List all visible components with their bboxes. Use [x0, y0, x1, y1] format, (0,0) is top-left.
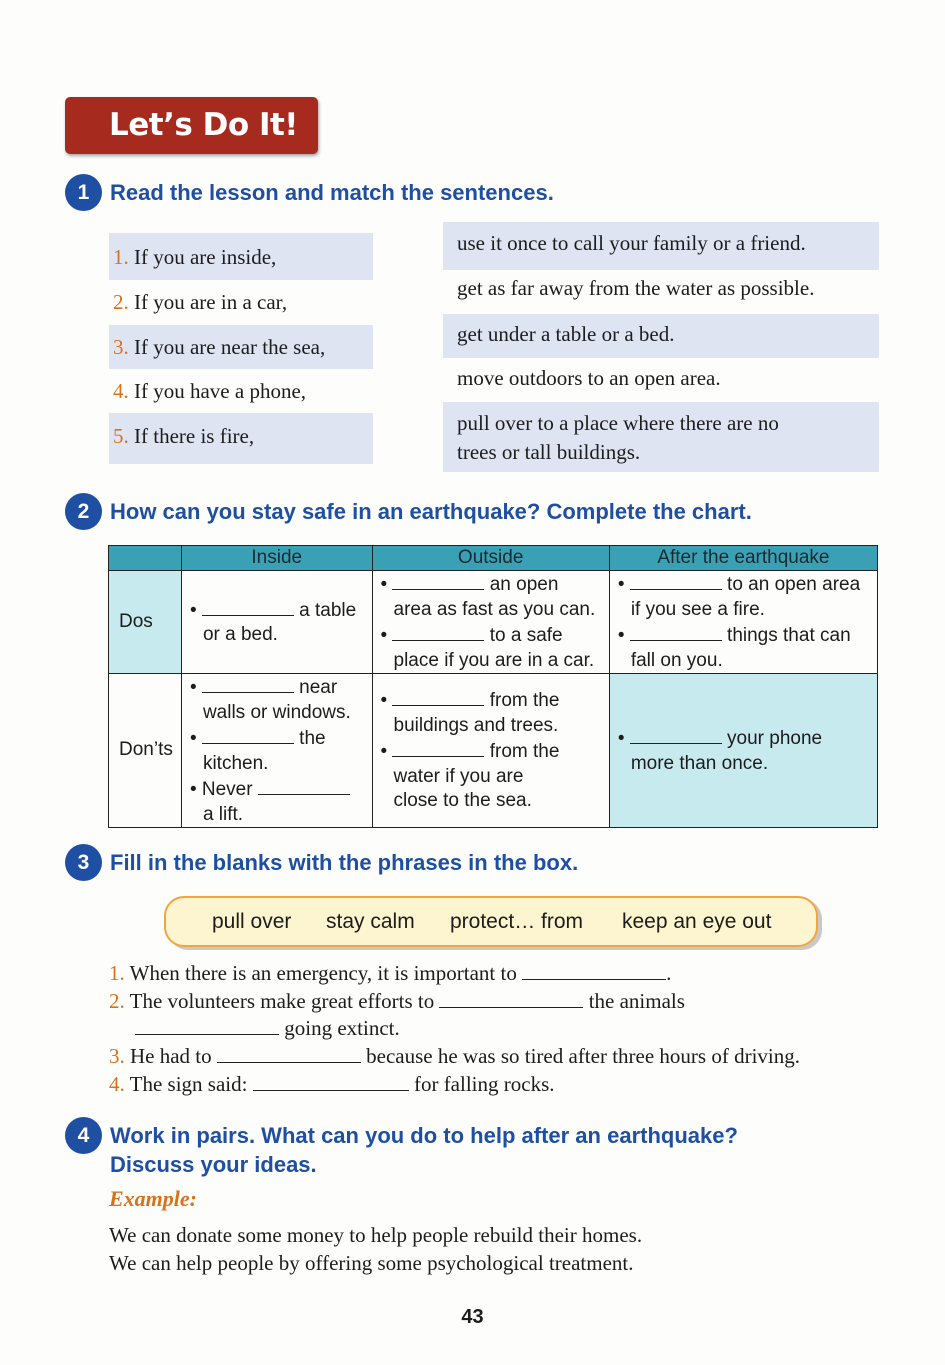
blank[interactable] — [439, 987, 583, 1008]
blank[interactable] — [392, 622, 484, 641]
safety-chart — [108, 545, 878, 828]
fill-sentence: 4. The sign said: for falling rocks. — [109, 1072, 555, 1096]
page-number: 43 — [461, 1306, 484, 1328]
match-left-item: 1. If you are inside, — [109, 233, 373, 280]
blank[interactable] — [217, 1042, 361, 1063]
section-3-heading — [65, 844, 578, 881]
section-title: Work in pairs. What can you do to help after an earthquake? Discuss your ideas. — [110, 1123, 738, 1177]
blank[interactable] — [258, 776, 350, 795]
phrase-item: pull over — [212, 909, 292, 933]
section-title: Read the lesson and match the sentences. — [110, 180, 554, 205]
blank[interactable] — [202, 597, 294, 616]
donts-outside-cell: • from the buildings and trees. • from the water if you are close to the sea. — [372, 674, 609, 828]
match-left-item: 4. If you have a phone, — [113, 379, 307, 403]
match-right-item: get under a table or a bed. — [443, 314, 879, 358]
row-label-dos: Dos — [109, 571, 182, 674]
blank[interactable] — [630, 622, 722, 641]
match-left-item: 5. If there is fire, — [109, 413, 373, 464]
match-right-item: move outdoors to an open area. — [457, 366, 721, 390]
fill-sentence: 1. When there is an emergency, it is important to . — [109, 961, 672, 985]
dos-outside-cell: • an open area as fast as you can. • to a safe place if you are in a car. — [372, 571, 609, 674]
chart-row-donts — [109, 674, 878, 828]
chart-corner-cell — [109, 546, 182, 571]
blank[interactable] — [135, 1014, 279, 1035]
chart-header-row — [109, 546, 878, 571]
section-number-badge: 4 — [65, 1117, 102, 1154]
section-2-heading — [65, 493, 752, 530]
match-right-item: pull over to a place where there are no trees or tall buildings. — [443, 402, 879, 472]
phrase-item: keep an eye out — [622, 909, 772, 933]
blank[interactable] — [202, 725, 294, 744]
donts-after-cell: • your phone more than once. — [609, 674, 877, 828]
blank[interactable] — [392, 571, 484, 590]
section-number-badge: 2 — [65, 493, 102, 530]
dos-inside-cell: • a table or a bed. — [181, 571, 372, 674]
row-label-donts: Don’ts — [109, 674, 182, 828]
section-1-heading — [65, 174, 554, 211]
phrase-item: stay calm — [326, 909, 415, 933]
blank[interactable] — [392, 738, 484, 757]
donts-inside-cell: • near walls or windows. • the kitchen. • Never a lift. — [181, 674, 372, 828]
chart-header-inside: Inside — [181, 546, 372, 571]
match-left-item: 2. If you are in a car, — [113, 290, 288, 314]
fill-sentence: 2. The volunteers make great efforts to the animals — [109, 989, 685, 1013]
blank[interactable] — [522, 959, 666, 980]
blank[interactable] — [630, 571, 722, 590]
lets-do-it-banner: Let’s Do It! — [65, 97, 318, 154]
blank[interactable] — [202, 674, 294, 693]
example-label: Example: — [109, 1186, 197, 1211]
example-line: We can donate some money to help people rebuild their homes. — [109, 1223, 643, 1247]
chart-header-after: After the earthquake — [609, 546, 877, 571]
match-left-item: 3. If you are near the sea, — [109, 325, 373, 369]
fill-sentence-continued: going extinct. — [135, 1014, 400, 1042]
blank[interactable] — [253, 1070, 409, 1091]
phrase-item: protect… from — [450, 909, 584, 933]
match-right-item: get as far away from the water as possible. — [457, 276, 815, 300]
match-right-item: use it once to call your family or a friend. — [443, 222, 879, 270]
example-line: We can help people by offering some psychological treatment. — [109, 1251, 634, 1275]
section-4-heading — [65, 1117, 738, 1179]
fill-sentence: 3. He had to because he was so tired after three hours of driving. — [109, 1044, 800, 1068]
blank[interactable] — [630, 725, 722, 744]
blank[interactable] — [392, 687, 484, 706]
section-title: Fill in the blanks with the phrases in the box. — [110, 850, 579, 875]
dos-after-cell: • to an open area if you see a fire. • things that can fall on you. — [609, 571, 877, 674]
section-title: How can you stay safe in an earthquake? Complete the chart. — [110, 499, 752, 524]
phrase-box — [164, 896, 818, 947]
chart-header-outside: Outside — [372, 546, 609, 571]
section-number-badge: 3 — [65, 844, 102, 881]
chart-row-dos — [109, 571, 878, 674]
section-number-badge: 1 — [65, 174, 102, 211]
